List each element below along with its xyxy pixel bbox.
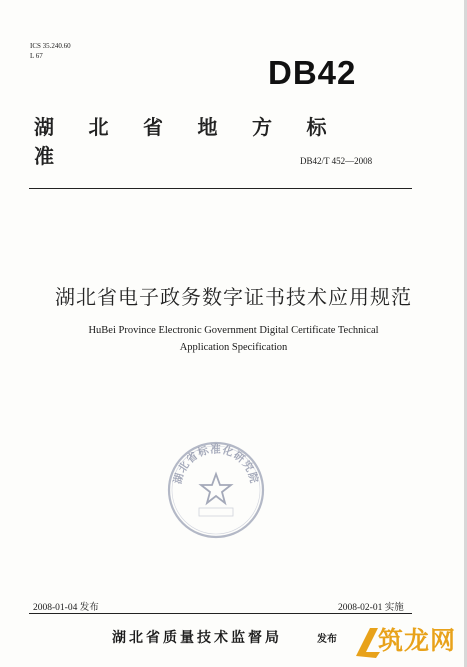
english-title-line: Application Specification bbox=[179, 342, 288, 353]
ccs-code: L 67 bbox=[30, 52, 43, 60]
ics-code: ICS 35.240.60 bbox=[30, 42, 71, 50]
classification-codes bbox=[30, 41, 71, 61]
svg-text:湖北省标准化研究院 bbox=[171, 443, 261, 486]
english-title-line: HuBei Province Electronic Government Digital Certificate Technical bbox=[88, 325, 379, 336]
official-seal bbox=[166, 440, 266, 540]
standard-category-char: 标 bbox=[306, 115, 327, 139]
standard-category-char: 准 bbox=[34, 144, 54, 168]
seal-text: 湖北省标准化研究院 bbox=[171, 443, 261, 486]
db-code-logo: DB42 bbox=[268, 54, 357, 91]
top-divider bbox=[29, 188, 412, 189]
standard-category-char: 省 bbox=[143, 115, 163, 139]
issuing-authority: 湖北省质量技术监督局 bbox=[112, 630, 282, 646]
document-title-english bbox=[40, 322, 427, 356]
seal-star-icon bbox=[201, 474, 231, 503]
issuer-publish-label: 发布 bbox=[317, 634, 337, 645]
implementation-date: 2008-02-01 实施 bbox=[338, 603, 404, 613]
standard-number: DB42/T 452—2008 bbox=[300, 156, 373, 166]
bottom-divider bbox=[29, 613, 412, 614]
document-title-chinese: 湖北省电子政务数字证书技术应用规范 bbox=[55, 285, 412, 309]
standard-category-char: 地 bbox=[197, 115, 218, 139]
issue-date: 2008-01-04 发布 bbox=[33, 603, 99, 613]
standard-category-char: 湖 bbox=[34, 115, 54, 139]
watermark-text: 筑龙网 bbox=[378, 626, 457, 655]
standard-category-char: 北 bbox=[88, 115, 109, 139]
standard-category-char: 方 bbox=[252, 115, 272, 139]
